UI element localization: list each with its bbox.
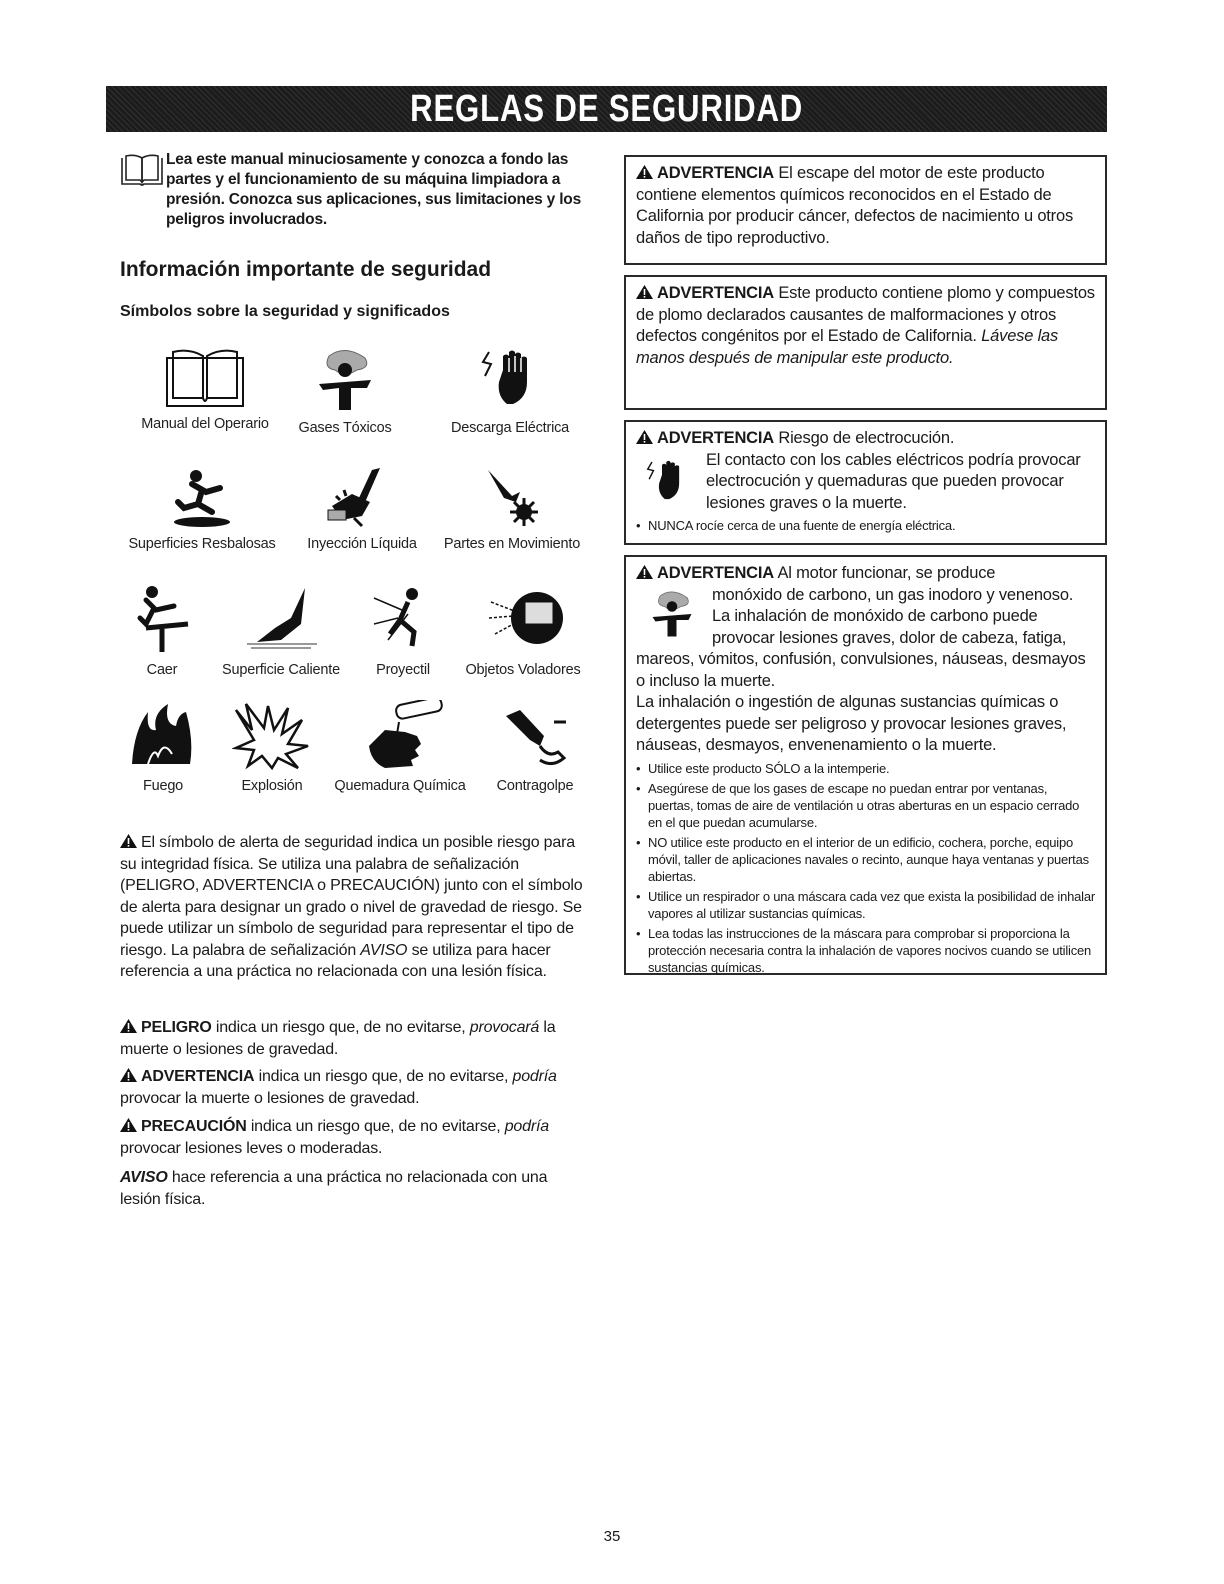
warning-box-lead: ADVERTENCIA Este producto contiene plomo y compuestos de plomo declarados causantes de malformaciones y otros defectos congénitos por el Estado de California. Lávese las manos después de manipular este producto. bbox=[624, 275, 1107, 410]
alert-triangle-icon bbox=[636, 165, 653, 179]
liquid-injection-icon bbox=[322, 466, 402, 528]
symbol-liquid-injection bbox=[292, 466, 432, 552]
bullet-item: • NO utilice este producto en el interior de un edificio, cochera, porche, equipo móvil, taller de aplicaciones navales o recinto, aunque haya ventanas y puertas abiertas. bbox=[636, 834, 1095, 885]
symbol-fall bbox=[122, 584, 202, 678]
alert-triangle-icon bbox=[636, 565, 653, 579]
symbol-label: Descarga Eléctrica bbox=[450, 420, 570, 436]
bullet-item: • NUNCA rocíe cerca de una fuente de energía eléctrica. bbox=[636, 517, 1095, 534]
alert-triangle-icon bbox=[120, 1068, 137, 1082]
warning-box-electrocution: ADVERTENCIA Riesgo de electrocución. El contacto con los cables eléctricos podría provocar electrocución y quemaduras que pueden provocar lesiones graves o la muerte. • NUNCA rocíe cerca de una fuente de energía eléctrica. bbox=[624, 420, 1107, 545]
bullet-item: • Lea todas las instrucciones de la máscara para comprobar si proporciona la protección necesaria contra la inhalación de vapores nocivos cuando se utilicen sustancias químicas. bbox=[636, 925, 1095, 976]
definition-precaucion: PRECAUCIÓN indica un riesgo que, de no evitarse, podría provocar lesiones leves o moderadas. bbox=[120, 1118, 549, 1157]
toxic-gas-icon bbox=[642, 589, 702, 639]
symbol-manual bbox=[125, 348, 285, 432]
symbol-projectile bbox=[358, 584, 448, 678]
symbol-slippery bbox=[112, 466, 292, 552]
alert-triangle-icon bbox=[120, 1118, 137, 1132]
warning-box-carbon-monoxide: ADVERTENCIA Al motor funcionar, se produce monóxido de carbono, un gas inodoro y venenoso. La inhalación de monóxido de carbono puede provocar lesiones graves, dolor de cabeza, fatiga, mareos, vómitos, confusión, convulsiones, náuseas, desmayos o incluso la muerte. La inhalación o ingestión de algunas sustancias químicas o detergentes puede ser peligroso y provocar lesiones graves, náuseas, desmayos, envenenamiento o la muerte. • Utilice este producto SÓLO a la intemperie. • Asegúrese de que los gases de escape no puedan entrar por ventanas, puertas, tomas de aire de ventilación u otras aberturas en un espacio cerrado en el que puedan acumularse. • NO utilice este producto en el interior de un edificio, cochera, porche, equipo móvil, taller de aplicaciones navales o recinto, aunque haya ventanas y puertas abiertas. • Utilice un respirador o una máscara cada vez que exista la posibilidad de inhalar vapores al utilizar sustancias químicas. • Lea todas las instrucciones de la máscara para comprobar si proporciona la protección necesaria contra la inhalación de vapores nocivos cuando se utilicen sustancias químicas. bbox=[624, 555, 1107, 975]
symbol-chemical-burn bbox=[320, 700, 480, 794]
symbol-label: Quemadura Química bbox=[334, 778, 466, 794]
symbol-label: Fuego bbox=[142, 778, 184, 794]
hot-surface-icon bbox=[241, 584, 321, 654]
bullet-item: • Asegúrese de que los gases de escape no puedan entrar por ventanas, puertas, tomas de aire de ventilación u otras aberturas en un espacio cerrado en el que puedan acumularse. bbox=[636, 780, 1095, 831]
explosion-icon bbox=[232, 700, 312, 770]
flying-objects-icon bbox=[483, 584, 563, 654]
alert-triangle-icon bbox=[636, 285, 653, 299]
symbol-moving-parts bbox=[432, 466, 592, 552]
symbol-label: Caer bbox=[146, 662, 178, 678]
moving-parts-icon bbox=[482, 466, 542, 528]
fall-icon bbox=[132, 584, 192, 654]
bullet-item: • Utilice este producto SÓLO a la intemperie. bbox=[636, 760, 1095, 777]
toxic-gas-icon bbox=[305, 348, 385, 412]
electric-shock-icon bbox=[475, 348, 545, 412]
symbol-label: Gases Tóxicos bbox=[298, 420, 392, 436]
symbol-label: Partes en Movimiento bbox=[443, 536, 581, 552]
intro-block bbox=[120, 150, 590, 230]
projectile-icon bbox=[368, 584, 438, 654]
symbol-label: Manual del Operario bbox=[141, 416, 269, 432]
symbol-hot-surface bbox=[206, 584, 356, 678]
symbol-electric-shock bbox=[430, 348, 590, 436]
symbol-toxic-gas bbox=[285, 348, 405, 436]
book-icon bbox=[165, 348, 245, 408]
manual-book-icon bbox=[120, 154, 164, 186]
page-banner bbox=[106, 86, 1107, 132]
symbol-kickback bbox=[480, 700, 590, 794]
definition-peligro: PELIGRO indica un riesgo que, de no evitarse, provocará la muerte o lesiones de gravedad. bbox=[120, 1019, 556, 1058]
alert-symbol-paragraph: El símbolo de alerta de seguridad indica un posible riesgo para su integridad física. Se utiliza una palabra de señalización (PELIGRO, ADVERTENCIA o PRECAUCIÓN) junto con el símbolo de alerta para designar un grado o nivel de gravedad de riesgo. Se puede utilizar un símbolo de seguridad para representar el tipo de riesgo. La palabra de señalización AVISO se utiliza para hacer referencia a una práctica no relacionada con una lesión física. bbox=[120, 834, 583, 980]
chemical-burn-icon bbox=[355, 700, 445, 770]
symbol-label: Objetos Voladores bbox=[465, 662, 581, 678]
symbol-fire bbox=[118, 700, 208, 794]
symbol-label: Explosión bbox=[241, 778, 303, 794]
symbol-label: Inyección Líquida bbox=[307, 536, 417, 552]
symbol-label: Proyectil bbox=[376, 662, 430, 678]
section-heading-info: Información importante de seguridad bbox=[120, 258, 492, 281]
page-title: REGLAS DE SEGURIDAD bbox=[409, 87, 804, 130]
intro-text: Lea este manual minuciosamente y conozca a fondo las partes y el funcionamiento de su máquina limpiadora a presión. Conozca sus aplicaciones, sus limitaciones y los peligros involucrados. bbox=[166, 151, 581, 228]
definition-advertencia: ADVERTENCIA indica un riesgo que, de no evitarse, podría provocar la muerte o lesiones de gravedad. bbox=[120, 1068, 557, 1107]
alert-triangle-icon bbox=[120, 1019, 137, 1033]
definition-aviso: AVISO hace referencia a una práctica no relacionada con una lesión física. bbox=[120, 1169, 548, 1208]
symbol-flying-objects bbox=[458, 584, 588, 678]
alert-triangle-icon bbox=[120, 834, 137, 848]
bullet-item: • Utilice un respirador o una máscara cada vez que exista la posibilidad de inhalar vapores al utilizar sustancias químicas. bbox=[636, 888, 1095, 922]
symbol-label: Superficie Caliente bbox=[222, 662, 340, 678]
fire-icon bbox=[128, 700, 198, 770]
section-heading-symbols: Símbolos sobre la seguridad y significados bbox=[120, 303, 450, 320]
alert-triangle-icon bbox=[636, 430, 653, 444]
page-number: 35 bbox=[603, 1528, 621, 1545]
symbol-label: Contragolpe bbox=[496, 778, 574, 794]
symbol-explosion bbox=[222, 700, 322, 794]
electric-shock-icon bbox=[642, 454, 692, 510]
kickback-icon bbox=[500, 700, 570, 770]
slippery-surface-icon bbox=[162, 466, 242, 528]
symbol-label: Superficies Resbalosas bbox=[128, 536, 276, 552]
warning-box-california-exhaust: ADVERTENCIA El escape del motor de este producto contiene elementos químicos reconocidos en el Estado de California por producir cáncer, defectos de nacimiento u otros daños de tipo reproductivo. bbox=[624, 155, 1107, 265]
